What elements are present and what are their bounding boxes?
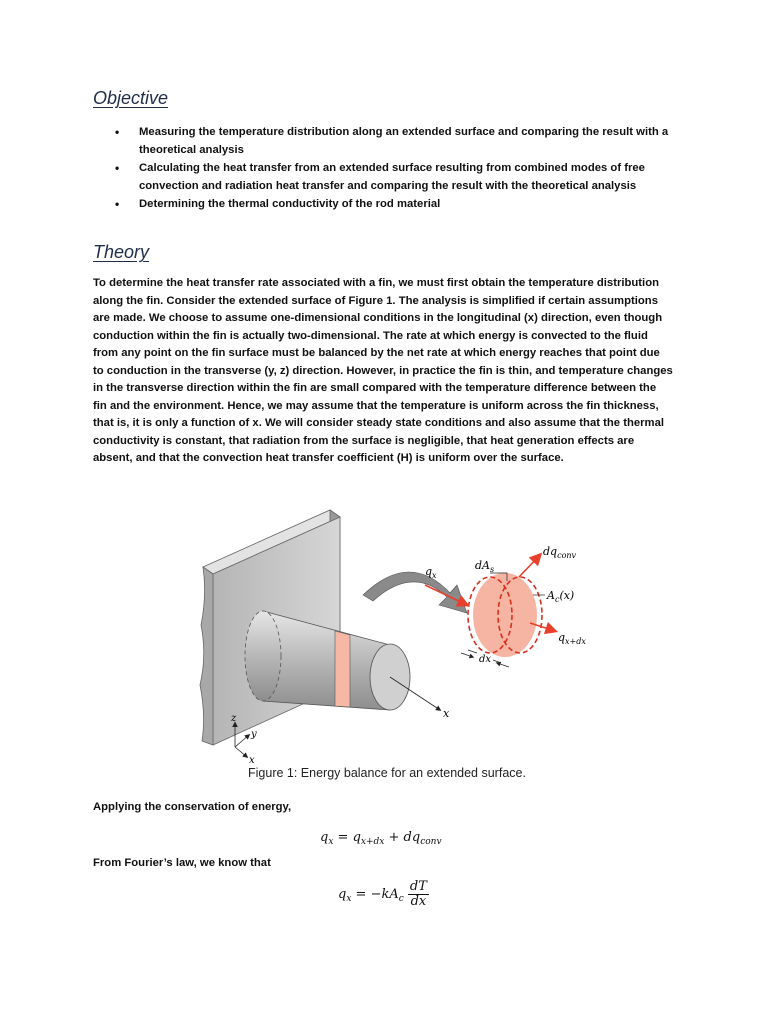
ac-label: $A_c(x)$ — [547, 589, 575, 604]
zoom-arrow — [363, 572, 467, 613]
theory-heading: Theory — [93, 242, 150, 262]
theory-paragraph: To determine the heat transfer rate associated with a fin, we must first obtain the temperature distribution along the fin. Consider the extended surface of Figure 1. The analysis is simplified if certain assumptions are made. We choose to assume one-dimensional conditions in the longitudinal (x) direction, even though conduction within the fin is actually two-dimensional. The rate at which energy is convected to the fluid from any point on the fin surface must be balanced by the net rate at which energy reaches that point due to conduction in the transverse (y, z) direction. However, in practice the fin is thin, and temperature changes in the transverse direction within the fin are small compared with the temperature difference between the fin and the environment. Hence, we may assume that the temperature is uniform across the fin thickness, that is, it is only a function of x. We will consider steady state conditions and also assume that the thermal conductivity is constant, that radiation from the surface is negligible, that heat generation effects are absent, and that the convection heat transfer coefficient (H) is uniform over the surface. — [93, 277, 673, 465]
y-axis-label: y — [251, 729, 257, 740]
fourier-equation: $q_x = -kA_c$ $\frac{dT}{dx}$ — [338, 879, 427, 909]
list-item: • Calculating the heat transfer from an extended surface resulting from combined modes of free convection and radiation heat transfer and comparing the result with the theoretical analysis — [93, 160, 693, 195]
qx-label: $q_x$ — [425, 565, 437, 580]
objective-heading: Objective — [93, 88, 169, 108]
fin-figure — [185, 505, 625, 765]
z-axis-label: z — [231, 713, 237, 724]
objective-list — [93, 124, 693, 215]
x-axis-label: x — [443, 707, 450, 720]
dqconv-label: $dq_{conv}$ — [543, 545, 577, 560]
energy-balance-equation: $q_x = q_{x+dx} + dq_{conv}$ — [320, 830, 442, 847]
list-item: • Determining the thermal conductivity of the rod material — [93, 196, 693, 214]
x-axis-small-label: x — [249, 755, 255, 765]
dx-label: dx — [479, 654, 492, 665]
derivative-fraction: $\frac{dT}{dx}$ — [409, 879, 427, 909]
applying-text: Applying the conservation of energy, — [93, 801, 292, 813]
dAs-label: $dA_s$ — [475, 559, 495, 574]
qxdx-label: $q_{x+dx}$ — [558, 631, 586, 646]
figure-caption: Figure 1: Energy balance for an extended surface. — [248, 766, 526, 780]
element-band — [335, 631, 350, 707]
dqconv-arrow — [519, 555, 540, 577]
fourier-text: From Fourier’s law, we know that — [93, 857, 271, 869]
list-item: • Measuring the temperature distribution along an extended surface and comparing the result with a theoretical analysis — [93, 124, 693, 159]
